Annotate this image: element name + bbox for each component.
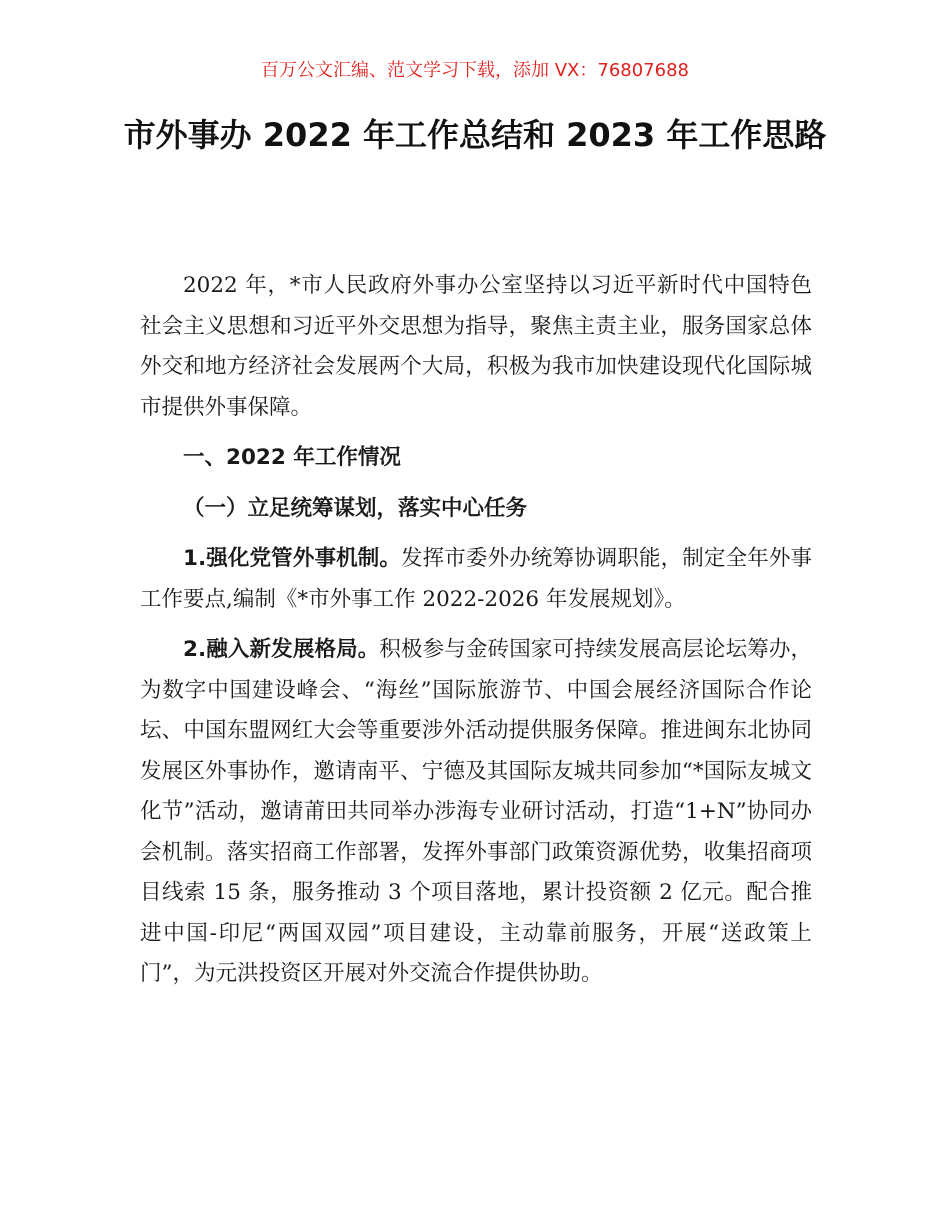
item-text: 发挥市委外办统筹协调职能，制定全年外事工作要点,编制《*市外事工作 2022-2026 年发展规划》。 [140, 546, 812, 612]
subsection-heading: （一）立足统筹谋划，落实中心任务 [183, 495, 528, 521]
item-lead: 1.强化党管外事机制。 [183, 546, 402, 571]
document-body [140, 266, 812, 995]
watermark-banner: 百万公文汇编、范文学习下载，添加 VX：76807688 [261, 60, 689, 81]
list-item [140, 630, 812, 995]
intro-paragraph: 2022 年，*市人民政府外事办公室坚持以习近平新时代中国特色社会主义思想和习近平外交思想为指导，聚焦主责主业，服务国家总体外交和地方经济社会发展两个大局，积极为我市加快建设现代化国际城市提供外事保障。 [140, 273, 812, 420]
item-lead: 2.融入新发展格局。 [183, 637, 380, 662]
document-title: 市外事办 2022 年工作总结和 2023 年工作思路 [123, 116, 827, 154]
section-heading: 一、2022 年工作情况 [183, 445, 401, 470]
list-item [140, 539, 812, 620]
item-text: 积极参与金砖国家可持续发展高层论坛筹办，为数字中国建设峰会、“海丝”国际旅游节、中国会展经济国际合作论坛、中国东盟网红大会等重要涉外活动提供服务保障。推进闽东北协同发展区外事协作，邀请南平、宁德及其国际友城共同参加“*国际友城文化节”活动，邀请莆田共同举办涉海专业研讨活动，打造“1+N”协同办会机制。落实招商工作部署，发挥外事部门政策资源优势，收集招商项目线索 15 条，服务推动 3 个项目落地，累计投资额 2 亿元。配合推进中国-印尼“两国双园”项目建设，主动靠前服务，开展“送政策上门”，为元洪投资区开展对外交流合作提供协助。 [140, 637, 812, 986]
